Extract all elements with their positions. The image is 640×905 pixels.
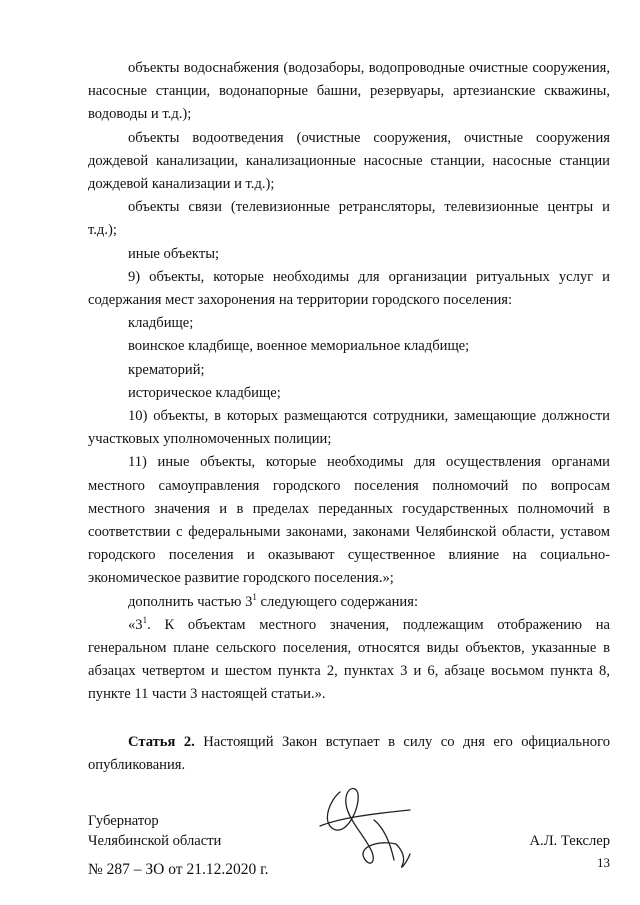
addition-pre: дополнить частью 3 xyxy=(128,593,253,610)
paragraph-historic-cemetery: историческое кладбище; xyxy=(128,384,281,401)
quote-pre: «3 xyxy=(128,616,143,633)
document-body xyxy=(88,57,610,777)
signatory-name: А.Л. Текслер xyxy=(529,833,610,849)
page-number: 13 xyxy=(597,855,610,870)
quote-post: . К объектам местного значения, подлежащим отображению на генеральном плане сельского поселения, относятся виды объектов, указанные в абзацах четвертом и шестом пункта 2, пунктах 3 и 6, абзаце восьмом пункта 8, пункте 11 части 3 настоящей статьи.». xyxy=(88,616,610,703)
paragraph-addition xyxy=(88,591,610,614)
paragraph-item-10: 10) объекты, в которых размещаются сотрудники, замещающие должности участковых уполномоченных полиции; xyxy=(88,408,610,448)
signatory-title-line-1: Губернатор xyxy=(88,813,159,829)
handwritten-signature xyxy=(310,780,430,870)
paragraph-communications: объекты связи (телевизионные ретрансляторы, телевизионные центры и т.д.); xyxy=(88,199,610,239)
paragraph-other-objects: иные объекты; xyxy=(128,245,220,262)
addition-superscript: 1 xyxy=(252,591,257,602)
addition-post: следующего содержания: xyxy=(256,593,419,610)
article-text: Настоящий Закон вступает в силу со дня его официального опубликования. xyxy=(88,733,610,773)
paragraph-item-9: 9) объекты, которые необходимы для организации ритуальных услуг и содержания мест захоронения на территории городского поселения: xyxy=(88,268,610,309)
quote-superscript: 1 xyxy=(142,615,148,626)
paragraph-water-supply: объекты водоснабжения (водозаборы, водопроводные очистные сооружения, насосные станции, водонапорные башни, резервуары, артезианские скважины, водоводы и т.д.); xyxy=(88,60,610,123)
paragraph-article-2 xyxy=(88,731,610,777)
spacer xyxy=(88,707,610,731)
paragraph-water-disposal: объекты водоотведения (очистные сооружения, очистные сооружения дождевой канализации, канализационные насосные станции, насосные станции дождевой канализации и т.д.); xyxy=(88,129,610,193)
law-number: № 287 – ЗО от 21.12.2020 г. xyxy=(88,861,269,878)
paragraph-military-cemetery: воинское кладбище, военное мемориальное кладбище; xyxy=(128,338,470,355)
paragraph-cemetery: кладбище; xyxy=(128,315,194,332)
signatory-title-line-2: Челябинской области xyxy=(88,833,222,849)
article-label: Статья 2. xyxy=(128,733,195,750)
paragraph-quote xyxy=(88,614,610,707)
paragraph-item-11: 11) иные объекты, которые необходимы для осуществления органами местного самоуправления городского поселения полномочий по вопросам местного значения и в пределах переданных государственных полномочий в соответствии с федеральными законами, законами Челябинской области, уставом городского поселения и оказывают существенное влияние на социально-экономическое развитие городского поселения.»; xyxy=(88,454,610,587)
paragraph-crematorium: крематорий; xyxy=(128,361,205,378)
signatory-title xyxy=(88,811,221,851)
